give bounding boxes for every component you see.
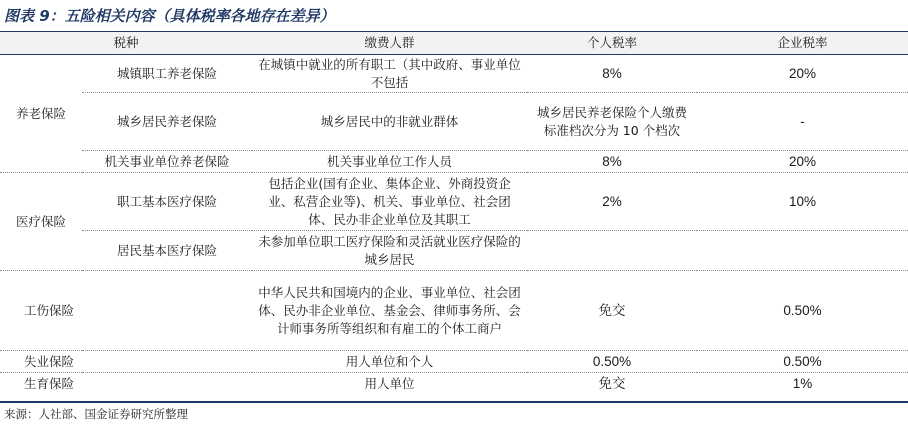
payers-cell: 用人单位和个人 xyxy=(252,351,527,373)
payers-cell: 用人单位 xyxy=(252,373,527,395)
insurance-table xyxy=(0,32,908,395)
table-row xyxy=(0,55,908,93)
tax-name: 城乡居民养老保险 xyxy=(82,93,252,151)
table-row xyxy=(0,93,908,151)
tax-name: 居民基本医疗保险 xyxy=(82,231,252,271)
table-row xyxy=(0,151,908,173)
table-row xyxy=(0,271,908,351)
bottom-rule xyxy=(0,401,908,403)
tax-name: 职工基本医疗保险 xyxy=(82,173,252,231)
category-medical: 医疗保险 xyxy=(0,173,82,271)
personal-rate-cell: 8% xyxy=(527,151,697,173)
table-header-row xyxy=(0,32,908,55)
enterprise-rate-cell: 20% xyxy=(697,55,908,93)
enterprise-rate-cell: 0.50% xyxy=(697,351,908,373)
table-row xyxy=(0,351,908,373)
payers-cell: 包括企业(国有企业、集体企业、外商投资企业、私营企业等)、机关、事业单位、社会团体、民办非企业单位及其职工 xyxy=(252,173,527,231)
table-row xyxy=(0,373,908,395)
payers-cell: 机关事业单位工作人员 xyxy=(252,151,527,173)
personal-rate-cell: 城乡居民养老保险个人缴费标准档次分为 10 个档次 xyxy=(527,93,697,151)
payers-cell: 未参加单位职工医疗保险和灵活就业医疗保险的城乡居民 xyxy=(252,231,527,271)
tax-name: 机关事业单位养老保险 xyxy=(82,151,252,173)
table-row xyxy=(0,231,908,271)
chart-title: 图表 9：五险相关内容（具体税率各地存在差异） xyxy=(4,7,335,25)
header-payers: 缴费人群 xyxy=(252,32,527,55)
payers-cell: 在城镇中就业的所有职工（其中政府、事业单位不包括 xyxy=(252,55,527,93)
enterprise-rate-cell: - xyxy=(697,93,908,151)
personal-rate-cell: 0.50% xyxy=(527,351,697,373)
category-pension: 养老保险 xyxy=(0,55,82,173)
enterprise-rate-cell: 10% xyxy=(697,173,908,231)
tax-name: 生育保险 xyxy=(0,373,252,395)
payers-cell: 城乡居民中的非就业群体 xyxy=(252,93,527,151)
source-note: 来源：人社部、国金证券研究所整理 xyxy=(4,407,188,421)
table-row xyxy=(0,173,908,231)
personal-rate-cell: 2% xyxy=(527,173,697,231)
enterprise-rate-cell: 0.50% xyxy=(697,271,908,351)
tax-name: 失业保险 xyxy=(0,351,252,373)
enterprise-rate-cell: 1% xyxy=(697,373,908,395)
header-personal-rate: 个人税率 xyxy=(527,32,697,55)
tax-name: 城镇职工养老保险 xyxy=(82,55,252,93)
enterprise-rate-cell xyxy=(697,231,908,271)
personal-rate-cell xyxy=(527,231,697,271)
header-tax-type: 税种 xyxy=(0,32,252,55)
personal-rate-cell: 8% xyxy=(527,55,697,93)
personal-rate-cell: 免交 xyxy=(527,373,697,395)
tax-name: 工伤保险 xyxy=(0,271,252,351)
header-enterprise-rate: 企业税率 xyxy=(697,32,908,55)
enterprise-rate-cell: 20% xyxy=(697,151,908,173)
personal-rate-cell: 免交 xyxy=(527,271,697,351)
payers-cell: 中华人民共和国境内的企业、事业单位、社会团体、民办非企业单位、基金会、律师事务所、会计师事务所等组织和有雇工的个体工商户 xyxy=(252,271,527,351)
